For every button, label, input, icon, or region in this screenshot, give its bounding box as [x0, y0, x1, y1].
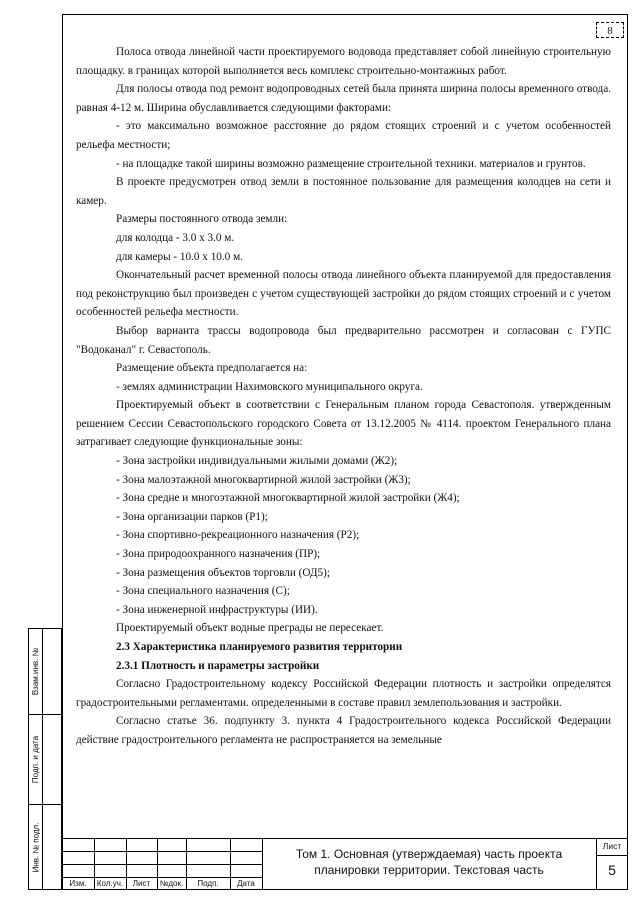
- paragraph: - на площадке такой ширины возможно размещение строительной техники. материалов и грунтов.: [116, 157, 586, 170]
- paragraph: Окончательный расчет временной полосы отвода линейного объекта планируемой для предоставления под реконструкцию был произведен с учетом существующей застройки до рядом стоящих строений и с учетом особенностей рельефа местности.: [76, 269, 611, 319]
- title-block: [62, 838, 628, 890]
- paragraph: для колодца - 3.0 х 3.0 м.: [116, 231, 235, 244]
- col-label-date: Дата: [237, 879, 255, 888]
- title-block-row: [62, 851, 262, 852]
- paragraph: - Зона природоохранного назначения (ПР);: [116, 548, 321, 561]
- paragraph: Размещение объекта предполагается на:: [116, 362, 308, 375]
- paragraph: В проекте предусмотрен отвод земли в постоянное пользование для размещения колодцев на сети и камер.: [76, 176, 611, 207]
- section-heading: 2.3 Характеристика планируемого развития территории: [116, 641, 403, 653]
- side-stamp-label-signature: Подп. и дата: [31, 735, 40, 783]
- col-label-count: Кол.уч.: [96, 879, 124, 888]
- paragraph: - Зона застройки индивидуальными жилыми домами (Ж2);: [116, 455, 398, 468]
- document-title: Том 1. Основная (утверждаемая) часть проекта планировки территории. Текстовая часть: [295, 847, 563, 877]
- paragraph: Полоса отвода линейной части проектируемого водовода представляет собой линейную строительную площадку. в границах которой выполняется весь комплекс строительно-монтажных работ.: [76, 46, 611, 77]
- document-body: [76, 43, 611, 750]
- title-block-row: [62, 864, 262, 865]
- paragraph: - Зона спортивно-рекреационного назначения (Р2);: [116, 529, 360, 542]
- col-label-doc-number: №док.: [159, 879, 184, 888]
- page-number: 8: [596, 22, 624, 38]
- paragraph: Проектируемый объект водные преграды не пересекает.: [116, 622, 384, 635]
- paragraph: - Зона средне и многоэтажной многоквартирной жилой застройки (Ж4);: [116, 492, 460, 505]
- paragraph: Размеры постоянного отвода земли:: [116, 213, 288, 226]
- paragraph: Проектируемый объект в соответствии с Генеральным планом города Севастополя. утвержденным решением Сессии Севастопольского городского Совета от 13.12.2005 № 4114. проектом Генерального плана затрагивает следующие функциональные зоны:: [76, 399, 611, 449]
- title-block-row: [596, 855, 628, 856]
- side-stamp-value-column: [42, 628, 62, 890]
- paragraph: - Зона инженерной инфраструктуры (ИИ).: [116, 603, 318, 616]
- paragraph: - Зона размещения объектов торговли (ОД5);: [116, 566, 330, 579]
- section-heading: 2.3.1 Плотность и параметры застройки: [116, 659, 320, 672]
- paragraph: - это максимально возможное расстояние до рядом стоящих строений и с учетом особенностей рельефа местности;: [76, 120, 611, 151]
- sheet-label: Лист: [602, 841, 622, 851]
- paragraph: - землях администрации Нахимовского муниципального округа.: [116, 380, 423, 393]
- paragraph: - Зона малоэтажной многоквартирной жилой застройки (Ж3);: [116, 473, 411, 486]
- paragraph: Согласно Градостроительному кодексу Российской Федерации плотность и застройки определятся градостроительными регламентами. определенными в составе правил землепользования и застройки.: [76, 678, 611, 709]
- paragraph: - Зона организации парков (Р1);: [116, 510, 268, 523]
- col-label-sheet: Лист: [132, 879, 151, 888]
- title-block-border: [62, 838, 628, 839]
- paragraph: Согласно статье 36. подпункту 3. пункта 4 Градостроительного кодекса Российской Федерации действие градостроительного регламента не распространяется на земельные: [76, 715, 611, 746]
- paragraph: Для полосы отвода под ремонт водопроводных сетей была принята ширина полосы временного отвода. равная 4-12 м. Ширина обуславливается следующими факторами:: [76, 83, 611, 114]
- side-stamp-label-replace: Взам.инв. №: [31, 647, 40, 695]
- paragraph: Выбор варианта трассы водопровода был предварительно рассмотрен и согласован с ГУПС "Водоканал" г. Севастополь.: [76, 324, 611, 356]
- side-stamp-label-inventory: Инв. № подл.: [31, 822, 40, 872]
- col-label-signature: Подп.: [197, 879, 219, 888]
- col-label-change: Изм.: [69, 879, 87, 888]
- paragraph: - Зона специального назначения (С);: [116, 585, 290, 598]
- paragraph: для камеры - 10.0 х 10.0 м.: [116, 250, 243, 263]
- side-stamp: [28, 628, 62, 890]
- sheet-number: 5: [608, 862, 616, 878]
